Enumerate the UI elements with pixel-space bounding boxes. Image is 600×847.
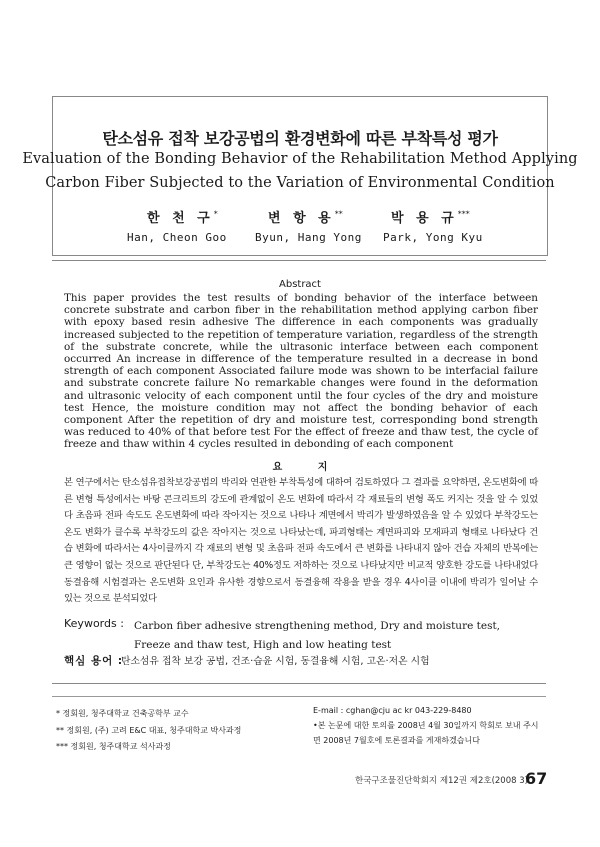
- korean-summary-heading: 요 지: [272, 462, 344, 473]
- paper-title-korean: 탄소섬유 접착 보강공법의 환경변화에 따른 부착특성 평가: [102, 129, 498, 148]
- author-affiliations: [56, 706, 296, 756]
- korean-summary-body: 본 연구에서는 탄소섬유접착보강공법의 박리와 연관한 부착특성에 대하여 검토하였다 그 결과를 요약하면, 온도변화에 따른 변형 특성에서는 바탕 콘크리트의 강도에 관계없이 온도 변화에 따라서 각 재료들의 변형 폭도 커지는 것을 알 수 있었다 초음파 전파 속도도 온도변화에 따라 작아지는 것으로 나타나 계면에서 박리가 발생하였음을 알 수 있었다 부착강도는 온도 변화가 클수록 부착강도의 값은 작아지는 것으로 나타났는데, 파괴형태는 계면파괴와 모재파괴 형태로 나타났다 건습 변화에 따라서는 4사이클까지 각 재료의 변형 및 초음파 전파 속도에서 큰 변화를 나타내지 않아 건습 자체의 반복에는 큰 영향이 없는 것으로 판단된다 단, 부착강도는 40%정도 저하하는 것으로 나타났지만 비교적 양호한 강도를 나타내었다 동결융해 시험결과는 온도변화 요인과 유사한 경향으로서 동결융해 작용을 받을 경우 4사이클 이내에 박리가 일어날 수 있는 것으로 분석되었다: [64, 477, 538, 605]
- page-number: 67: [525, 769, 548, 788]
- korean-keywords-text: 탄소섬유 접착 보강 공법, 건조·습윤 시험, 동결융해 시험, 고온·저온 시험: [121, 656, 430, 667]
- author-1-mark: *: [213, 209, 218, 219]
- contact-email: E-mail : cghan@cju ac kr 043-229-8480: [313, 706, 472, 715]
- keywords-bottom-rule: [52, 683, 546, 684]
- paper-title-english-line2: Carbon Fiber Subjected to the Variation of Environmental Condition: [45, 175, 555, 191]
- author-1-english: Han, Cheon Goo: [127, 231, 227, 244]
- discussion-notice: •본 논문에 대한 토의를 2008년 4월 30일까지 학회로 보내 주시면 2008년 7월호에 토론결과를 게재하겠습니다: [313, 721, 539, 745]
- contact-notes: [313, 703, 543, 748]
- keywords-label: Keywords :: [64, 617, 124, 630]
- author-3-mark: ***: [457, 209, 470, 219]
- abstract-body: This paper provides the test results of bonding behavior of the interface between concrete substrate and carbon fiber in the rehabilitation method applying carbon fiber with epoxy based resin adhesive The difference in each components was gradually increased subjected to the repetition of temperature variation, regardless of the strength of the substrate concrete, while the ultrasonic interface between each component occurred An increase in difference of the temperature resulted in a decrease in bond strength of each component Associated failure mode was shown to be interfacial failure and substrate concrete failure No remarkable changes were found in the deformation and ultrasonic velocity of each component until the four cycles of the dry and moisture test Hence, the moisture condition may not affect the bonding behavior of each component After the repetition of dry and moisture test, corresponding bond strength was reduced to 40% of that before test For the effect of freeze and thaw test, the cycle of freeze and thaw within 4 cycles resulted in debonding of each component: [64, 292, 538, 451]
- paper-title-english-line1: Evaluation of the Bonding Behavior of the Rehabilitation Method Applying: [22, 151, 578, 167]
- korean-keywords-label: 핵심 용어 :: [64, 655, 124, 667]
- author-2-english: Byun, Hang Yong: [255, 231, 362, 244]
- author-1-korean: 한 천 구*: [147, 209, 218, 226]
- author-3-korean: 박 용 규***: [391, 209, 470, 226]
- affiliation-2: ** 정회원, (주) 고려 E&C 대표, 청주대학교 박사과정: [56, 725, 242, 735]
- author-3-english: Park, Yong Kyu: [383, 231, 483, 244]
- affiliation-3: *** 정회원, 청주대학교 석사과정: [56, 742, 171, 751]
- journal-citation: 한국구조물진단학회지 제12권 제2호(2008 3): [355, 776, 528, 786]
- author-2-mark: **: [334, 209, 343, 219]
- keywords-text: Carbon fiber adhesive strengthening method, Dry and moisture test, Freeze and thaw test, High and low heating test: [134, 620, 501, 651]
- affiliation-1: * 정회원, 청주대학교 건축공학부 교수: [56, 709, 189, 718]
- abstract-heading: Abstract: [279, 279, 321, 290]
- author-2-korean: 변 항 용**: [268, 209, 343, 226]
- footnote-rule: [52, 696, 546, 697]
- abstract-top-rule: [52, 260, 546, 261]
